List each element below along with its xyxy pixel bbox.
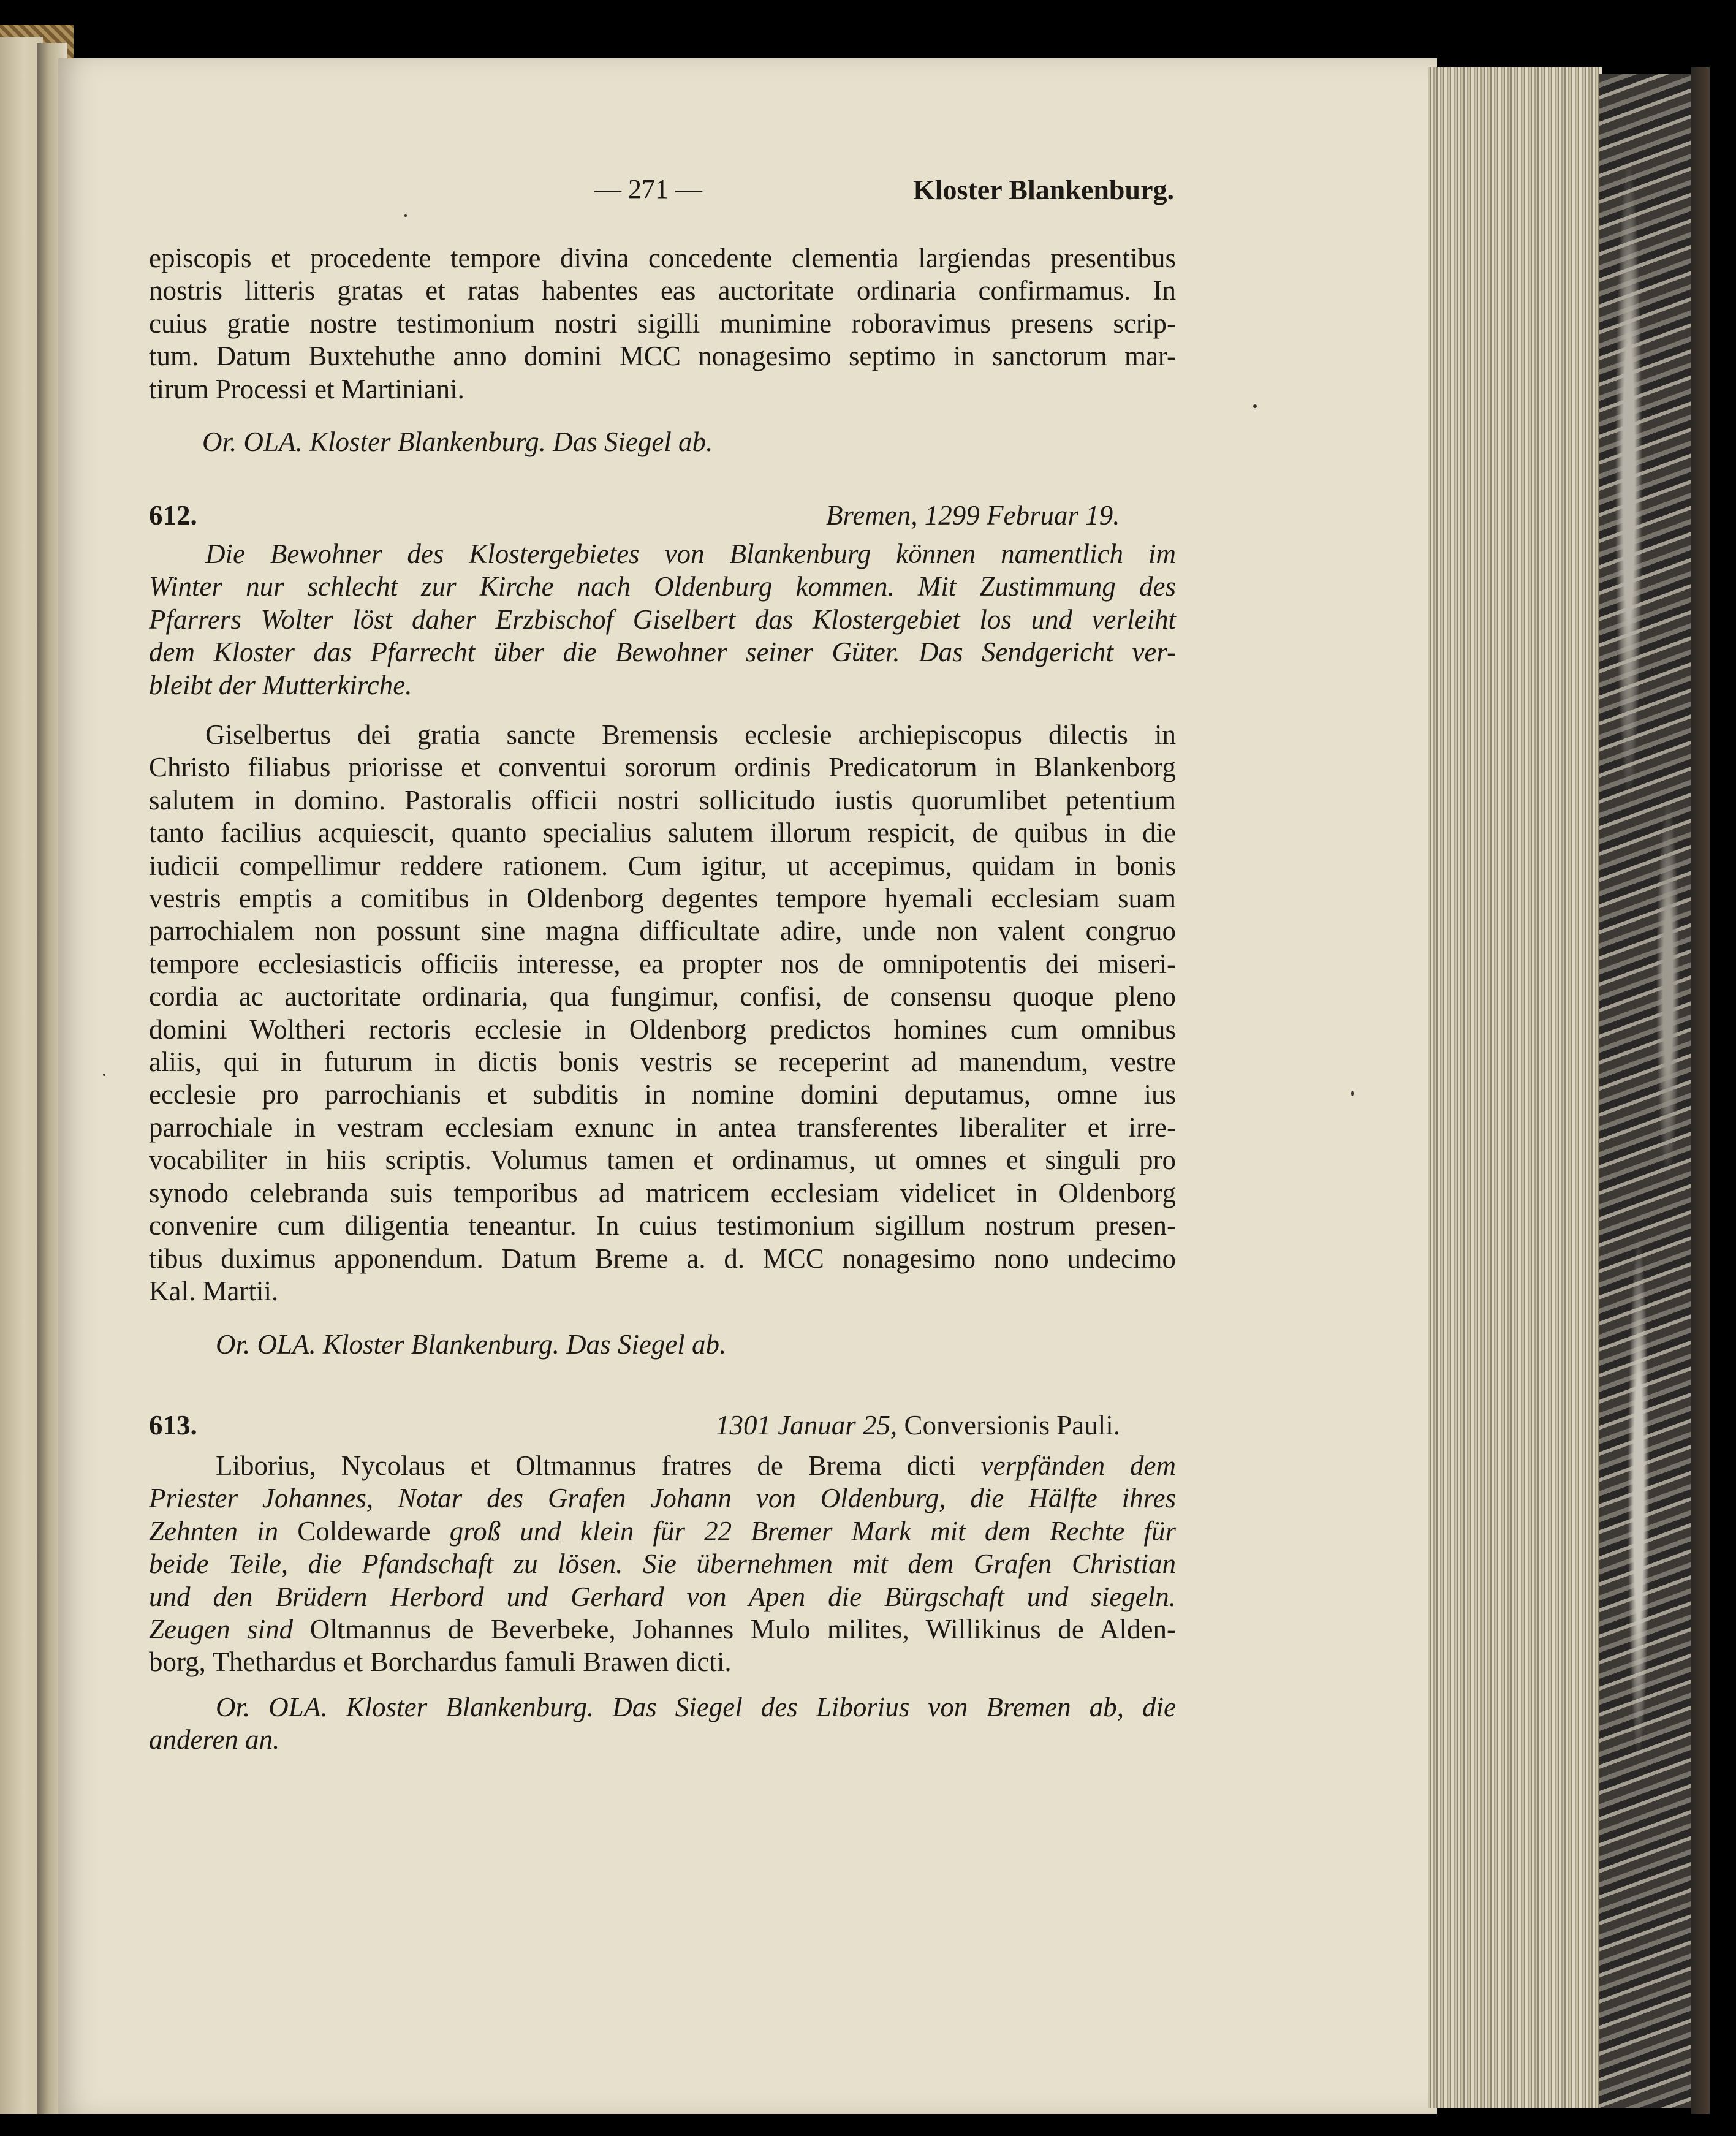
text-line: domini Woltheri rectoris ecclesie in Oldenborg predictos homines cum omnibus bbox=[149, 1013, 1176, 1045]
text-line: Christo filiabus priorisse et conventui sororum ordinis Predicatorum in Blankenborg bbox=[149, 752, 1176, 783]
text-segment: borg, Thethardus et Borchardus famuli Brawen dicti. bbox=[149, 1646, 732, 1678]
page-edges bbox=[1428, 67, 1602, 2108]
text-line bbox=[149, 1613, 1176, 1646]
text-line: tibus duximus apponendum. Datum Breme a. d. MCC nonagesimo nono undecimo bbox=[149, 1243, 1176, 1274]
text-line bbox=[149, 1515, 1176, 1548]
text-line: convenire cum diligentia teneantur. In cuius testimonium sigillum nostrum presen- bbox=[149, 1210, 1176, 1241]
text-line: Kal. Martii. bbox=[149, 1275, 279, 1306]
source-note-613 bbox=[149, 1691, 1176, 1757]
document-summary-613 bbox=[149, 1450, 1176, 1679]
text-line: Giselbertus dei gratia sancte Bremensis ecclesie archiepiscopus dilectis in bbox=[205, 719, 1176, 750]
text-line: ecclesie pro parrochianis et subditis in nomine domini deputamus, omne ius bbox=[149, 1079, 1176, 1110]
source-note: Or. OLA. Kloster Blankenburg. Das Siegel ab. bbox=[216, 1329, 727, 1360]
document-date bbox=[716, 1409, 1120, 1441]
text-segment: groß und klein für 22 Bremer Mark mit dem Rechte für bbox=[449, 1515, 1176, 1547]
text-line: salutem in domino. Pastoralis officii nostri sollicitudo iustis quorumlibet petentium bbox=[149, 784, 1176, 816]
text-segment: Liborius, Nycolaus et Oltmannus fratres de Brema dicti bbox=[216, 1450, 981, 1481]
text-segment: Oltmannus de Beverbeke, Johannes Mulo milites, Willikinus de Alden- bbox=[309, 1614, 1176, 1645]
text-line: tirum Processi et Martiniani. bbox=[149, 373, 464, 404]
text-line: vestris emptis a comitibus in Oldenborg degentes tempore hyemali ecclesiam suam bbox=[149, 883, 1176, 914]
text-segment: verpfänden dem bbox=[980, 1450, 1177, 1481]
text-segment: beide Teile, die Pfandschaft zu lösen. Sie übernehmen mit dem Grafen Christian bbox=[149, 1548, 1176, 1580]
text-line bbox=[149, 1646, 1176, 1678]
text-line: synodo celebranda suis temporibus ad matricem ecclesiam videlicet in Oldenborg bbox=[149, 1177, 1176, 1208]
text-segment: Priester Johannes, Notar des Grafen Johann von Oldenburg, die Hälfte ihres bbox=[149, 1483, 1176, 1514]
text-line: cuius gratie nostre testimonium nostri sigilli munimine roboravimus presens scrip- bbox=[149, 308, 1176, 339]
paper-speck bbox=[1351, 1091, 1354, 1096]
paper-speck bbox=[404, 214, 407, 217]
text-segment: Zeugen sind bbox=[149, 1614, 310, 1645]
marbled-cover-edge bbox=[1599, 74, 1697, 2108]
text-line: vocabiliter in hiis scriptis. Volumus tamen et ordinamus, ut omnes et singuli pro bbox=[149, 1145, 1176, 1176]
source-note: Or. OLA. Kloster Blankenburg. Das Siegel ab. bbox=[202, 426, 713, 457]
date-text: 1301 Januar 25, bbox=[716, 1410, 898, 1441]
document-summary bbox=[149, 538, 1176, 702]
text-line: Or. OLA. Kloster Blankenburg. Das Siegel des Liborius von Bremen ab, die bbox=[216, 1692, 1176, 1722]
text-segment: Coldewarde bbox=[297, 1515, 450, 1547]
paper-speck bbox=[1253, 404, 1257, 408]
text-line: parrochiale in vestram ecclesiam exnunc in antea transferentes liberaliter et irre- bbox=[149, 1112, 1176, 1143]
text-line: dem Kloster das Pfarrecht über die Bewohner seiner Güter. Das Sendgericht ver- bbox=[149, 637, 1176, 668]
text-line bbox=[149, 1548, 1176, 1580]
text-line: parrochialem non possunt sine magna difficultate adire, unde non valent congruo bbox=[149, 915, 1176, 947]
cover-border bbox=[1691, 67, 1710, 2114]
text-line: Die Bewohner des Klostergebietes von Blankenburg können namentlich im bbox=[205, 539, 1176, 569]
document-number: 612. bbox=[149, 500, 197, 531]
text-line: Pfarrers Wolter löst daher Erzbischof Giselbert das Klostergebiet los und verleiht bbox=[149, 604, 1176, 635]
text-segment: Zehnten in bbox=[149, 1515, 298, 1547]
text-line: anderen an. bbox=[149, 1724, 280, 1755]
continuation-text bbox=[149, 242, 1176, 406]
text-line: tum. Datum Buxtehuthe anno domini MCC nonagesimo septimo in sanctorum mar- bbox=[149, 341, 1176, 372]
running-title: Kloster Blankenburg. bbox=[913, 174, 1174, 205]
document-number: 613. bbox=[149, 1410, 197, 1441]
text-line: tempore ecclesiasticis officiis interesse, ea propter nos de omnipotentis dei miseri- bbox=[149, 948, 1176, 979]
document-date: Bremen, 1299 Februar 19. bbox=[826, 500, 1120, 531]
text-line: nostris litteris gratas et ratas habentes eas auctoritate ordinaria confirmamus. In bbox=[149, 275, 1176, 306]
text-line: aliis, qui in futurum in dictis bonis vestris se receperint ad manendum, vestre bbox=[149, 1047, 1176, 1078]
feast-name: Conversionis Pauli. bbox=[897, 1410, 1121, 1441]
document-text bbox=[149, 719, 1176, 1308]
paper-speck bbox=[103, 1074, 105, 1076]
text-line: bleibt der Mutterkirche. bbox=[149, 669, 412, 700]
text-line: episcopis et procedente tempore divina concedente clementia largiendas presentibus bbox=[149, 243, 1176, 273]
text-line: iudicii compellimur reddere rationem. Cum igitur, ut accepimus, quidam in bonis bbox=[149, 850, 1176, 881]
text-line: tanto facilius acquiescit, quanto specialius salutem illorum respicit, de quibus in die bbox=[149, 817, 1176, 849]
text-line: cordia ac auctoritate ordinaria, qua fungimur, confisi, de consensu quoque pleno bbox=[149, 981, 1176, 1012]
text-line bbox=[149, 1581, 1176, 1613]
page-number: — 271 — bbox=[594, 174, 702, 204]
text-line: Winter nur schlecht zur Kirche nach Oldenburg kommen. Mit Zustimmung des bbox=[149, 571, 1176, 602]
text-line bbox=[149, 1482, 1176, 1515]
text-segment: und den Brüdern Herbord und Gerhard von Apen die Bürgschaft und siegeln. bbox=[149, 1581, 1176, 1612]
text-line bbox=[149, 1450, 1176, 1482]
